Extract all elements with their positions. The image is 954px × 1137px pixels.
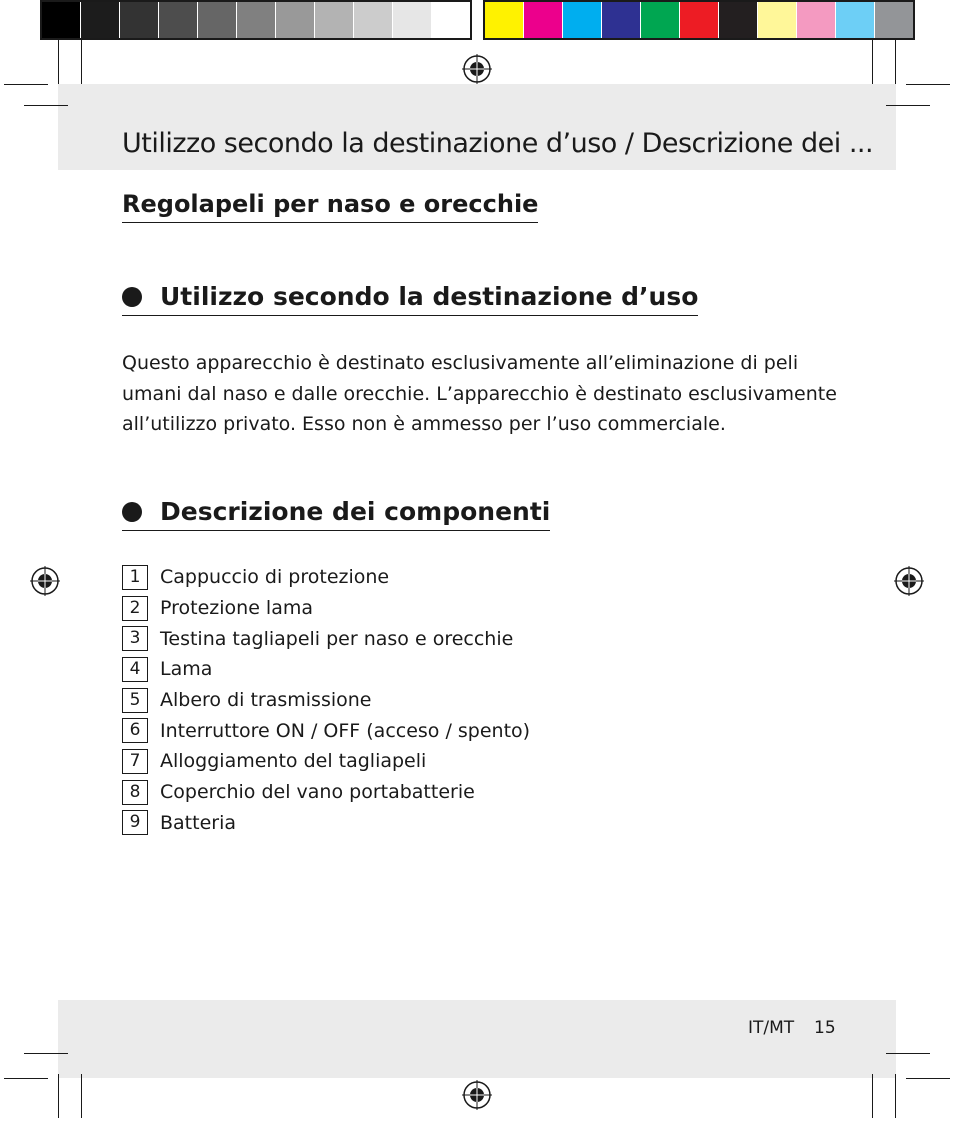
list-item xyxy=(122,562,530,593)
crop-mark xyxy=(58,40,59,84)
color-calibration-bar xyxy=(483,0,915,40)
crop-mark xyxy=(886,105,930,106)
paragraph-line: Questo apparecchio è destinato esclusivamente all’eliminazione di peli xyxy=(122,352,799,374)
list-item xyxy=(122,715,530,746)
component-number: 4 xyxy=(122,657,148,682)
footer-locale: IT/MT xyxy=(748,1018,795,1038)
product-title: Regolapeli per naso e orecchie xyxy=(122,190,538,223)
crop-mark xyxy=(81,1074,82,1118)
color-swatch xyxy=(875,2,913,38)
color-swatch xyxy=(432,2,470,38)
list-item xyxy=(122,685,530,716)
color-swatch xyxy=(680,2,719,38)
crop-mark xyxy=(886,1053,930,1054)
color-swatch xyxy=(276,2,315,38)
crop-mark xyxy=(58,1074,59,1118)
section-intended-use xyxy=(122,282,698,316)
intended-use-paragraph xyxy=(122,348,842,440)
component-number: 8 xyxy=(122,780,148,805)
component-number: 3 xyxy=(122,626,148,651)
crop-mark xyxy=(872,1074,873,1118)
list-item xyxy=(122,808,530,839)
crop-mark xyxy=(4,84,48,85)
component-number: 7 xyxy=(122,749,148,774)
color-swatch xyxy=(120,2,159,38)
crop-mark xyxy=(4,1078,48,1079)
paragraph-line: umani dal naso e dalle orecchie. L’apparecchio è destinato esclusivamente xyxy=(122,382,837,405)
component-number: 9 xyxy=(122,810,148,835)
color-swatch xyxy=(198,2,237,38)
crop-mark xyxy=(24,1053,68,1054)
color-swatch xyxy=(563,2,602,38)
component-label: Protezione lama xyxy=(160,597,314,620)
list-item xyxy=(122,777,530,808)
component-label: Batteria xyxy=(160,811,236,834)
gray-calibration-bar xyxy=(40,0,472,40)
color-swatch xyxy=(315,2,354,38)
registration-mark-icon xyxy=(462,54,492,84)
component-number: 5 xyxy=(122,688,148,713)
color-swatch xyxy=(237,2,276,38)
paragraph-line: all’utilizzo privato. Esso non è ammesso per l’uso commerciale. xyxy=(122,413,726,435)
crop-mark xyxy=(24,105,68,106)
crop-mark xyxy=(906,1078,950,1079)
component-label: Testina tagliapeli per naso e orecchie xyxy=(160,627,514,650)
color-swatch xyxy=(641,2,680,38)
bullet-icon xyxy=(122,502,142,522)
section-heading: Descrizione dei componenti xyxy=(160,497,551,526)
component-number: 1 xyxy=(122,565,148,590)
color-swatch xyxy=(836,2,875,38)
crop-mark xyxy=(895,1074,896,1118)
color-swatch xyxy=(524,2,563,38)
component-label: Albero di trasmissione xyxy=(160,689,372,712)
list-item xyxy=(122,654,530,685)
section-heading: Utilizzo secondo la destinazione d’uso xyxy=(160,282,699,311)
color-swatch xyxy=(485,2,524,38)
color-swatch xyxy=(354,2,393,38)
registration-mark-icon xyxy=(30,566,60,596)
section-components xyxy=(122,497,550,531)
color-swatch xyxy=(159,2,198,38)
color-swatch xyxy=(81,2,120,38)
color-swatch xyxy=(602,2,641,38)
footer-band xyxy=(58,1000,896,1078)
list-item xyxy=(122,746,530,777)
crop-mark xyxy=(895,40,896,84)
list-item xyxy=(122,623,530,654)
component-number: 2 xyxy=(122,596,148,621)
page-title: Utilizzo secondo la destinazione d’uso / Descrizione dei ... xyxy=(122,128,874,159)
component-label: Coperchio del vano portabatterie xyxy=(160,781,475,804)
color-swatch xyxy=(797,2,836,38)
crop-mark xyxy=(906,84,950,85)
page-number: 15 xyxy=(814,1018,836,1038)
component-label: Interruttore ON / OFF (acceso / spento) xyxy=(160,719,531,742)
component-label: Lama xyxy=(160,658,213,681)
list-item xyxy=(122,593,530,624)
component-label: Cappuccio di protezione xyxy=(160,566,390,589)
color-swatch xyxy=(393,2,432,38)
color-swatch xyxy=(719,2,758,38)
crop-mark xyxy=(81,40,82,84)
registration-mark-icon xyxy=(894,566,924,596)
color-swatch xyxy=(758,2,797,38)
component-number: 6 xyxy=(122,718,148,743)
registration-mark-icon xyxy=(462,1080,492,1110)
component-label: Alloggiamento del tagliapeli xyxy=(160,750,427,773)
bullet-icon xyxy=(122,287,142,307)
color-swatch xyxy=(42,2,81,38)
crop-mark xyxy=(872,40,873,84)
component-list xyxy=(122,562,530,838)
